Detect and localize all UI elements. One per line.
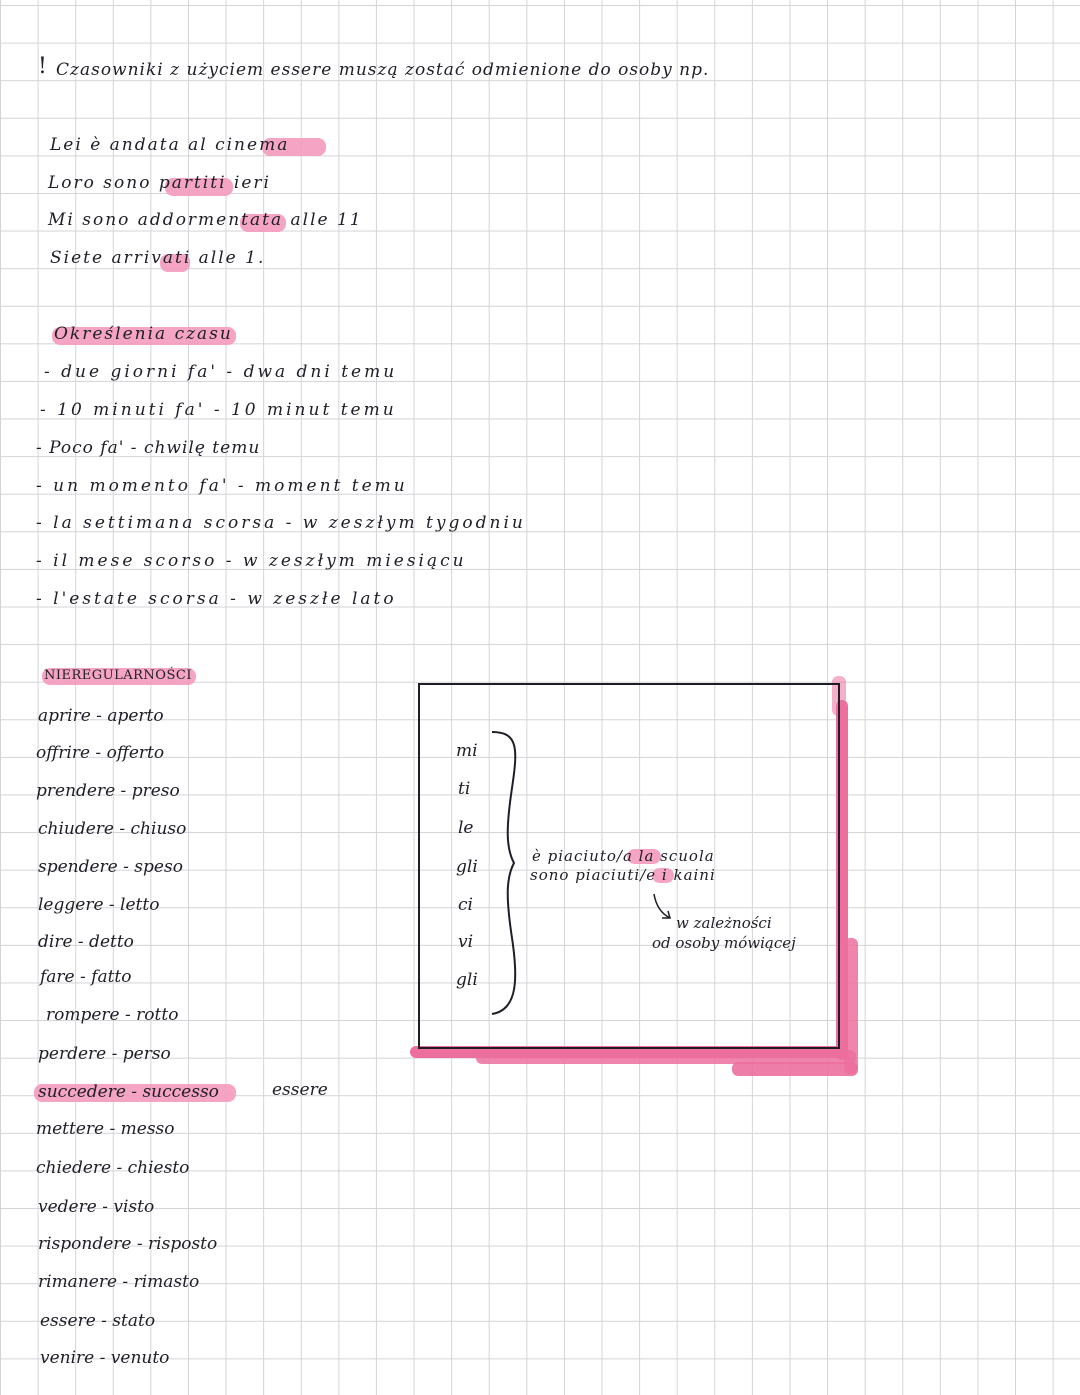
irregular-10: perdere - perso	[38, 1044, 171, 1064]
irregular-7: dire - detto	[38, 932, 134, 952]
time-item-2: - 10 minuti fa' - 10 minut temu	[40, 400, 397, 420]
arrow-icon	[648, 892, 678, 922]
pronoun-ci: ci	[458, 895, 473, 915]
box-shadow-bottom-corner	[732, 1062, 858, 1076]
irregular-1: aprire - aperto	[38, 706, 164, 726]
irregular-5: spendere - speso	[38, 857, 183, 877]
irregular-17: essere - stato	[40, 1311, 156, 1331]
irregular-14: vedere - visto	[38, 1197, 155, 1217]
box-note-1: w zależności	[676, 914, 772, 932]
pronoun-gli-1: gli	[456, 857, 478, 877]
curly-brace-icon	[488, 728, 532, 1018]
irregular-16: rimanere - rimasto	[38, 1272, 200, 1292]
irregular-18: venire - venuto	[40, 1348, 170, 1368]
example-4: Siete arrivati alle 1.	[50, 248, 266, 268]
pronoun-ti: ti	[458, 779, 471, 799]
time-item-7: - l'estate scorsa - w zeszłe lato	[36, 589, 397, 609]
irregular-11: succedere - successo	[38, 1082, 219, 1102]
irregular-9: rompere - rotto	[46, 1005, 179, 1025]
time-item-3: - Poco fa' - chwilę temu	[36, 438, 261, 458]
header-note: Czasowniki z użyciem essere muszą zostać odmienione do osoby np.	[56, 60, 710, 80]
time-item-6: - il mese scorso - w zeszłym miesiącu	[36, 551, 467, 571]
time-heading: Określenia czasu	[54, 324, 233, 344]
time-item-1: - due giorni fa' - dwa dni temu	[44, 362, 398, 382]
box-line-2: sono piaciuti/e i kaini	[530, 866, 716, 884]
example-1: Lei è andata al cinema	[50, 135, 290, 155]
example-2: Loro sono partiti ieri	[48, 173, 271, 193]
pronoun-le: le	[458, 818, 474, 838]
irregular-13: chiedere - chiesto	[36, 1158, 190, 1178]
box-note-2: od osoby mówiącej	[652, 934, 796, 952]
irregular-side-note: essere	[272, 1080, 328, 1100]
irregular-6: leggere - letto	[38, 895, 160, 915]
pronoun-vi: vi	[458, 932, 474, 952]
irregular-heading: NIEREGULARNOŚCI	[44, 668, 192, 683]
example-3: Mi sono addormentata alle 11	[48, 210, 363, 230]
irregular-2: offrire - offerto	[36, 743, 165, 763]
irregular-8: fare - fatto	[40, 967, 132, 987]
irregular-4: chiudere - chiuso	[38, 819, 187, 839]
pronoun-gli-2: gli	[456, 970, 478, 990]
box-line-1: è piaciuto/a la scuola	[532, 847, 715, 865]
pronoun-mi: mi	[456, 741, 478, 761]
irregular-3: prendere - preso	[36, 781, 180, 801]
irregular-15: rispondere - risposto	[38, 1234, 218, 1254]
time-item-4: - un momento fa' - moment temu	[36, 476, 408, 496]
irregular-12: mettere - messo	[36, 1119, 175, 1139]
warning-mark: !	[38, 54, 47, 79]
time-item-5: - la settimana scorsa - w zeszłym tygodniu	[36, 513, 526, 533]
